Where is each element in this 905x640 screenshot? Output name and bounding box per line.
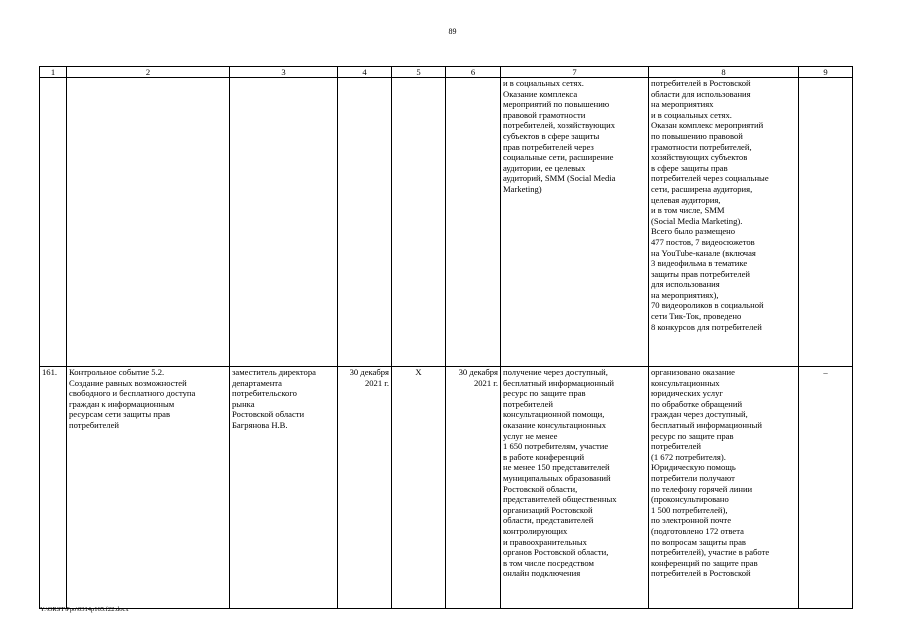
text-line: по электронной почте — [651, 515, 732, 526]
text-line: потребителей — [651, 441, 701, 452]
text-line: хозяйствующих субъектов — [651, 152, 748, 163]
text-line: области, представителей — [503, 515, 594, 526]
text-line: потребители получают — [651, 472, 735, 483]
text-line: Юридическую помощь — [651, 462, 736, 473]
empty-cell — [230, 78, 338, 367]
text-line: 3 видеофильма в тематике — [651, 258, 748, 269]
text-line: Ростовской области — [232, 409, 305, 420]
header-cell: 2 — [67, 67, 230, 78]
text-line: не менее 150 представителей — [503, 462, 610, 473]
text-line: по повышению правовой — [651, 130, 743, 141]
text-line: аудиторий, SMM (Social Media — [503, 173, 616, 184]
text-line: Ростовской области, — [503, 483, 578, 494]
text-line: свободного и бесплатного доступа — [69, 388, 196, 399]
header-cell: 3 — [230, 67, 338, 78]
header-cell: 7 — [501, 67, 649, 78]
text-line: потребительского — [232, 388, 297, 399]
text-line: 30 декабря — [349, 367, 389, 377]
page-number: 89 — [448, 27, 457, 36]
text-line: целевая аудитория, — [651, 194, 721, 205]
continuation-result-actual — [649, 78, 799, 367]
text-line: грамотности потребителей, — [651, 141, 752, 152]
text-line: 477 постов, 7 видеосюжетов — [651, 236, 755, 247]
continuation-row — [40, 78, 853, 367]
header-cell: 8 — [649, 67, 799, 78]
text-line: получение через доступный, — [503, 367, 608, 377]
text-line: социальные сети, расширение — [503, 152, 614, 163]
actual-date — [446, 367, 501, 609]
text-line: потребителей — [503, 398, 553, 409]
text-line: мероприятий по повышению — [503, 99, 610, 110]
text-line: потребителей — [69, 419, 119, 430]
text-line: потребителей в Ростовской — [651, 568, 751, 579]
text-line: 2021 г. — [473, 377, 498, 388]
text-line: на мероприятиях — [651, 99, 714, 110]
text-line: конференций по защите прав — [651, 557, 758, 568]
text-line: по телефону горячей линии — [651, 483, 753, 494]
text-line: в сфере защиты прав — [651, 162, 728, 173]
text-line: ресурс по защите прав — [651, 430, 734, 441]
text-line: правовой грамотности — [503, 109, 586, 120]
header-cell: 5 — [392, 67, 446, 78]
text-line: органов Ростовской области, — [503, 547, 609, 558]
text-line: для использования — [651, 279, 720, 290]
text-line: аудитории, ее целевых — [503, 162, 586, 173]
event-name — [67, 367, 230, 609]
text-line: рынка — [232, 398, 255, 409]
text-line: по обработке обращений — [651, 398, 743, 409]
text-line: консультационных — [651, 377, 720, 388]
text-line: Контрольное событие 5.2. — [69, 367, 165, 377]
text-line: области для использования — [651, 88, 751, 99]
empty-cell — [392, 78, 446, 367]
text-line: контролирующих — [503, 525, 568, 536]
text-line: представителей общественных — [503, 494, 617, 505]
text-line: бесплатный информационный — [651, 419, 762, 430]
text-line: 8 конкурсов для потребителей — [651, 321, 762, 332]
text-line: бесплатный информационный — [503, 377, 614, 388]
text-line: консультационной помощи, — [503, 409, 605, 420]
text-line: субъектов в сфере защиты — [503, 130, 600, 141]
empty-cell — [446, 78, 501, 367]
text-line: Оказан комплекс мероприятий — [651, 120, 764, 131]
text-line: (1 672 потребителя). — [651, 451, 726, 462]
empty-cell — [67, 78, 230, 367]
text-line: и в социальных сетях. — [503, 78, 584, 88]
text-line: услуг не менее — [503, 430, 558, 441]
empty-cell — [338, 78, 392, 367]
text-line: ресурс по защите прав — [503, 388, 586, 399]
text-line: онлайн подключения — [503, 568, 581, 579]
empty-cell — [40, 78, 67, 367]
text-line: 1 650 потребителям, участие — [503, 441, 609, 452]
text-line: Оказание комплекса — [503, 88, 578, 99]
empty-cell — [799, 78, 853, 367]
text-line: Marketing) — [503, 183, 542, 194]
header-cell: 9 — [799, 67, 853, 78]
text-line: (подготовлено 172 ответа — [651, 525, 744, 536]
text-line: организаций Ростовской — [503, 504, 593, 515]
text-line: по вопросам защиты прав — [651, 536, 746, 547]
planned-result — [501, 367, 649, 609]
text-line: потребителей в Ростовской — [651, 78, 751, 88]
text-line: оказание консультационных — [503, 419, 607, 430]
text-line: муниципальных образований — [503, 472, 611, 483]
actual-result — [649, 367, 799, 609]
report-table — [39, 66, 853, 609]
text-line: Создание равных возможностей — [69, 377, 187, 388]
forecast-date: Х — [392, 367, 446, 609]
header-row — [40, 67, 853, 78]
text-line: на мероприятиях), — [651, 289, 719, 300]
text-line: сети Тик-Ток, проведено — [651, 311, 742, 322]
table-row — [40, 367, 853, 609]
text-line: Всего было размещено — [651, 226, 736, 237]
text-line: и в том числе, SMM — [651, 205, 725, 216]
text-line: потребителей через социальные — [651, 173, 769, 184]
header-cell: 4 — [338, 67, 392, 78]
text-line: и в социальных сетях. — [651, 109, 732, 120]
deviation-reason: – — [799, 367, 853, 609]
text-line: юридических услуг — [651, 388, 723, 399]
text-line: граждан через доступный, — [651, 409, 748, 420]
text-line: в работе конференций — [503, 451, 585, 462]
file-path-footer: Y:\ORST\Ppo\0314p165.f22.docx — [40, 606, 129, 613]
responsible-person — [230, 367, 338, 609]
text-line: (Social Media Marketing). — [651, 215, 743, 226]
text-line: (проконсультировано — [651, 494, 729, 505]
continuation-result-planned — [501, 78, 649, 367]
text-line: 2021 г. — [364, 377, 389, 388]
text-line: 30 декабря — [458, 367, 498, 377]
text-line: на YouTube-канале (включая — [651, 247, 756, 258]
text-line: ресурсам сети защиты прав — [69, 409, 171, 420]
planned-date — [338, 367, 392, 609]
row-number: 161. — [40, 367, 67, 609]
text-line: потребителей), участие в работе — [651, 547, 770, 558]
text-line: сети, расширена аудитория, — [651, 183, 753, 194]
text-line: 70 видеороликов в социальной — [651, 300, 764, 311]
text-line: заместитель директора — [232, 367, 316, 377]
text-line: Багрянова Н.В. — [232, 419, 288, 430]
text-line: защиты прав потребителей — [651, 268, 751, 279]
text-line: департамента — [232, 377, 282, 388]
text-line: прав потребителей через — [503, 141, 594, 152]
text-line: граждан к информационным — [69, 398, 175, 409]
text-line: в том числе посредством — [503, 557, 594, 568]
header-cell: 1 — [40, 67, 67, 78]
text-line: и правоохранительных — [503, 536, 587, 547]
header-cell: 6 — [446, 67, 501, 78]
text-line: 1 500 потребителей), — [651, 504, 728, 515]
text-line: потребителей, хозяйствующих — [503, 120, 616, 131]
text-line: организовано оказание — [651, 367, 735, 377]
